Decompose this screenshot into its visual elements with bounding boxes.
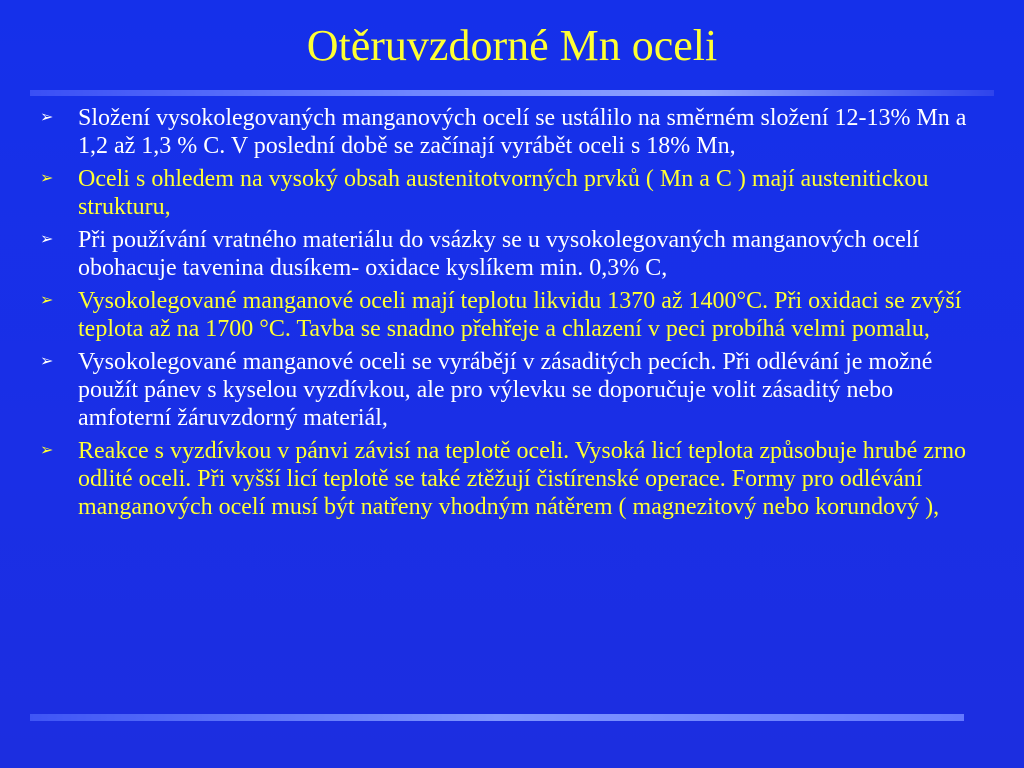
bullet-item xyxy=(40,104,990,160)
bullet-text: Oceli s ohledem na vysoký obsah austenitotvorných prvků ( Mn a C ) mají austenitickou strukturu, xyxy=(78,166,929,220)
arrow-bullet-icon: ➢ xyxy=(40,170,54,187)
arrow-bullet-icon: ➢ xyxy=(40,353,54,370)
arrow-bullet-icon: ➢ xyxy=(40,109,54,126)
bullet-text: Reakce s vyzdívkou v pánvi závisí na teplotě oceli. Vysoká licí teplota způsobuje hrubé zrno odlité oceli. Při vyšší licí teplotě se také ztěžují čistírenské operace. Formy pro odlévání manganových ocelí musí být natřeny vhodným nátěrem ( magnezitový nebo korundový ), xyxy=(78,438,966,520)
footer-divider xyxy=(30,714,964,721)
title-divider xyxy=(30,90,994,96)
bullet-item xyxy=(40,226,990,282)
bullet-text: Složení vysokolegovaných manganových ocelí se ustálilo na směrném složení 12-13% Mn a 1,2 až 1,3 % C. V poslední době se začínají vyrábět oceli s 18% Mn, xyxy=(78,105,967,159)
bullet-list xyxy=(40,104,990,526)
bullet-item xyxy=(40,287,990,343)
slide-title: Otěruvzdorné Mn oceli xyxy=(306,21,718,70)
bullet-text: Při používání vratného materiálu do vsázky se u vysokolegovaných manganových ocelí obohacuje tavenina dusíkem- oxidace kyslíkem min. 0,3% C, xyxy=(78,227,920,281)
bullet-item xyxy=(40,348,990,432)
arrow-bullet-icon: ➢ xyxy=(40,231,54,248)
bullet-text: Vysokolegované manganové oceli se vyrábějí v zásaditých pecích. Při odlévání je možné použít pánev s kyselou vyzdívkou, ale pro výlevku se doporučuje volit zásaditý nebo amfoterní žáruvzdorný materiál, xyxy=(78,349,933,431)
bullet-item xyxy=(40,165,990,221)
arrow-bullet-icon: ➢ xyxy=(40,442,54,459)
bullet-text: Vysokolegované manganové oceli mají teplotu likvidu 1370 až 1400°C. Při oxidaci se zvýší teplota až na 1700 °C. Tavba se snadno přehřeje a chlazení v peci probíhá velmi pomalu, xyxy=(78,288,962,342)
arrow-bullet-icon: ➢ xyxy=(40,292,54,309)
bullet-item xyxy=(40,437,990,521)
